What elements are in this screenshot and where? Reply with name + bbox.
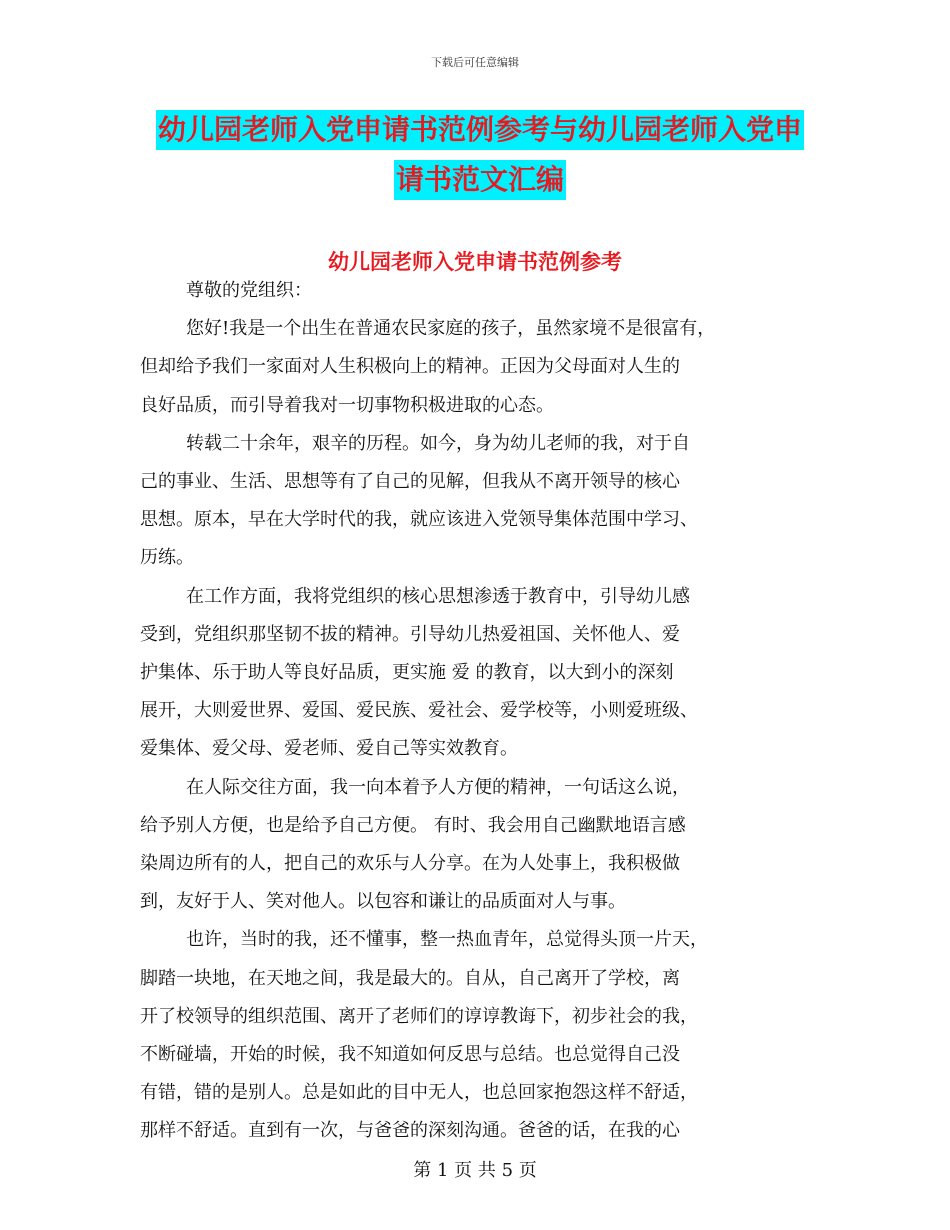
document-title xyxy=(140,110,820,210)
body-line: 但却给予我们一家面对人生积极向上的精神。正因为父母面对人生的 xyxy=(140,356,680,378)
body-line: 己的事业、生活、思想等有了自己的见解，但我从不离开领导的核心 xyxy=(140,471,680,493)
title-line-1: 幼儿园老师入党申请书范例参考与幼儿园老师入党申 xyxy=(156,110,804,150)
body-line: 那样不舒适。直到有一次，与爸爸的深刻沟通。爸爸的话，在我的心 xyxy=(140,1120,680,1142)
body-line: 给予别人方便，也是给予自己方便。 有时、我会用自己幽默地语言感 xyxy=(140,814,686,836)
body-line: 您好!我是一个出生在普通农民家庭的孩子，虽然家境不是很富有， xyxy=(186,318,716,340)
body-line: 也许，当时的我，还不懂事，整一热血青年，总觉得头顶一片天， xyxy=(186,929,708,951)
body-line: 受到，党组织那坚韧不拔的精神。引导幼儿热爱祖国、关怀他人、爱 xyxy=(140,623,680,645)
body-line: 不断碰墙，开始的时候，我不知道如何反思与总结。也总觉得自己没 xyxy=(140,1044,680,1066)
body-line: 良好品质，而引导着我对一切事物积极进取的心态。 xyxy=(140,394,554,416)
body-line: 在工作方面，我将党组织的核心思想渗透于教育中，引导幼儿感 xyxy=(186,585,690,607)
letter-body xyxy=(140,272,820,1151)
body-line: 染周边所有的人，把自己的欢乐与人分享。在为人处事上，我积极做 xyxy=(140,853,680,875)
page-footer: 第 1 页 共 5 页 xyxy=(413,1160,537,1181)
body-line: 爱集体、爱父母、爱老师、爱自己等实效教育。 xyxy=(140,738,518,760)
body-line: 历练。 xyxy=(140,547,194,569)
body-line: 开了校领导的组织范围、离开了老师们的谆谆教诲下，初步社会的我， xyxy=(140,1005,698,1027)
page-header: 下载后可任意编辑 xyxy=(431,56,519,69)
section-title: 幼儿园老师入党申请书范例参考 xyxy=(328,250,622,274)
body-line: 脚踏一块地，在天地之间，我是最大的。自从，自己离开了学校，离 xyxy=(140,967,680,989)
body-line: 到，友好于人、笑对他人。以包容和谦让的品质面对人与事。 xyxy=(140,891,626,913)
body-line: 尊敬的党组织： xyxy=(186,280,312,301)
body-line: 护集体、乐于助人等良好品质，更实施 爱 的教育，以大到小的深刻 xyxy=(140,662,674,684)
body-line: 思想。原本，早在大学时代的我，就应该进入党领导集体范围中学习、 xyxy=(140,509,698,531)
body-line: 转载二十余年，艰辛的历程。如今，身为幼儿老师的我，对于自 xyxy=(186,432,690,454)
body-line: 在人际交往方面，我一向本着予人方便的精神，一句话这么说， xyxy=(186,776,690,798)
title-line-2: 请书范文汇编 xyxy=(394,160,566,200)
body-line: 展开，大则爱世界、爱国、爱民族、爱社会、爱学校等，小则爱班级、 xyxy=(140,700,698,722)
body-line: 有错，错的是别人。总是如此的目中无人，也总回家抱怨这样不舒适， xyxy=(140,1082,698,1104)
